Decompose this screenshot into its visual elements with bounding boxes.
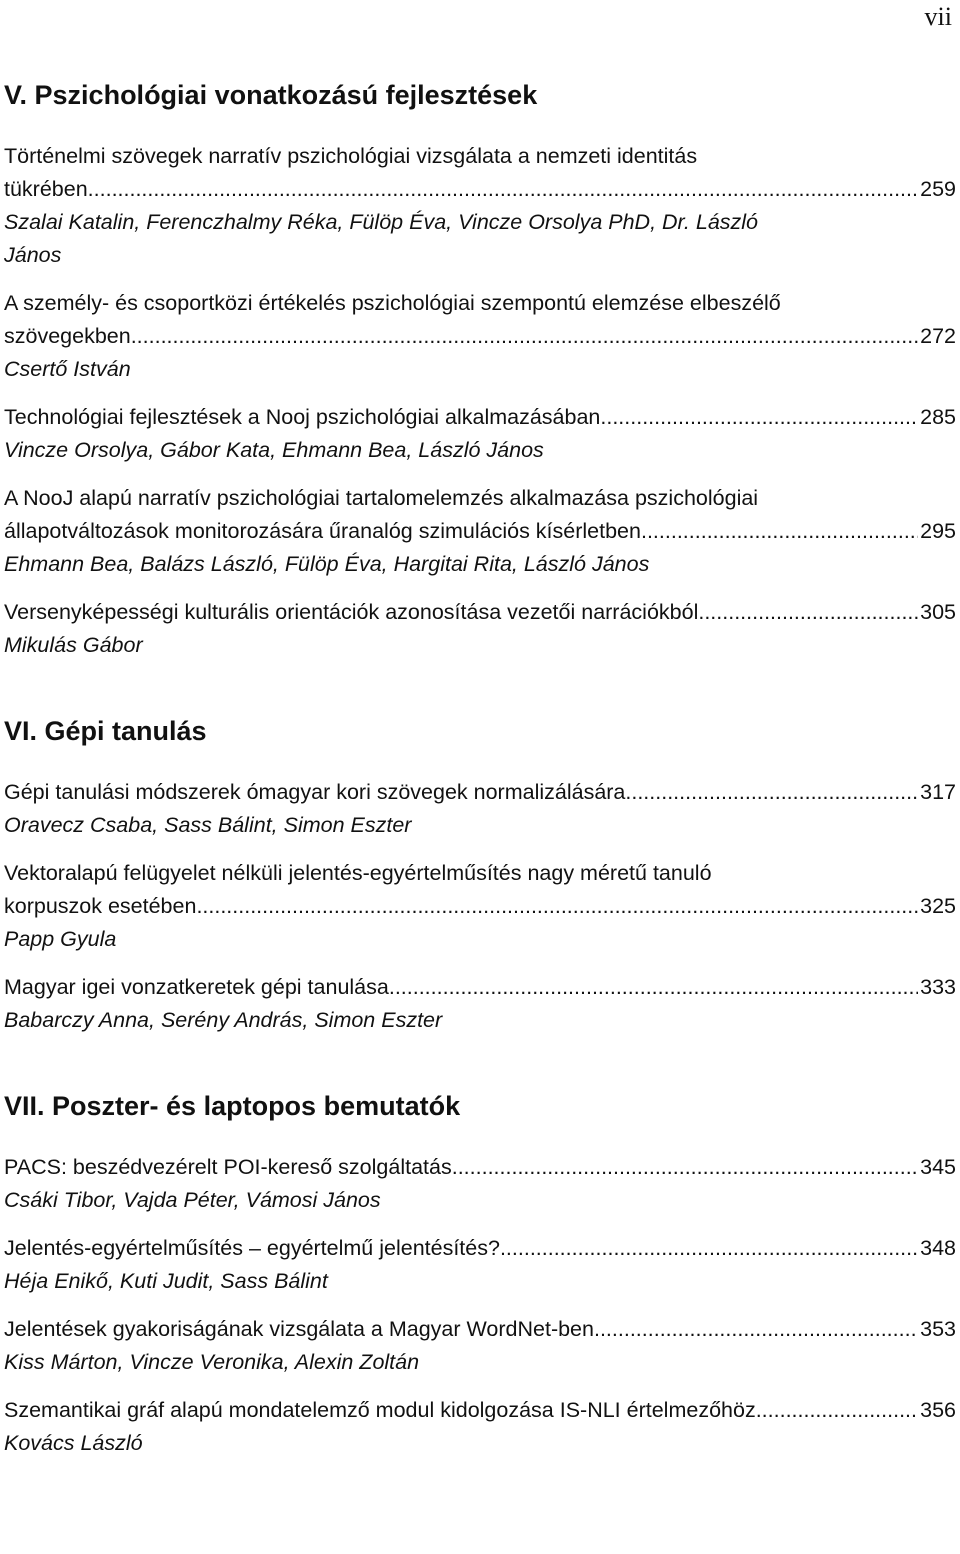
entry-authors: Kovács László [4, 1431, 143, 1455]
entry-page-number: 333 [920, 975, 956, 999]
entry-page-number: 285 [920, 405, 956, 429]
entry-title-text: Jelentés-egyértelműsítés – egyértelmű jelentésítés? [4, 1236, 500, 1260]
toc-entry [4, 1394, 956, 1460]
entry-page-number: 345 [920, 1155, 956, 1179]
entry-title[interactable] [4, 401, 956, 434]
entry-title[interactable] [4, 971, 956, 1004]
dot-leader [452, 1151, 918, 1184]
entry-title[interactable] [4, 1232, 956, 1265]
entry-title[interactable] [4, 1394, 956, 1427]
dot-leader [196, 890, 918, 923]
toc-entry [4, 857, 956, 956]
table-of-contents [4, 78, 956, 1512]
entry-authors: Oravecz Csaba, Sass Bálint, Simon Eszter [4, 813, 412, 837]
entry-title[interactable] [4, 1151, 956, 1184]
entry-authors: Ehmann Bea, Balázs László, Fülöp Éva, Hargitai Rita, László János [4, 552, 650, 576]
entry-title[interactable] [4, 287, 956, 353]
entry-title[interactable] [4, 140, 956, 206]
entry-title-last-line [4, 401, 956, 434]
toc-entry [4, 776, 956, 842]
entry-title-text: állapotváltozások monitorozására űranalóg szimulációs kísérletben [4, 519, 641, 543]
page-number: vii [924, 2, 952, 31]
entry-page-number: 348 [920, 1236, 956, 1260]
toc-section [4, 78, 956, 662]
entry-title[interactable] [4, 1313, 956, 1346]
dot-leader [641, 515, 918, 548]
entry-authors: Héja Enikő, Kuti Judit, Sass Bálint [4, 1269, 328, 1293]
entry-authors-continued: János [4, 243, 62, 267]
section-heading: V. Pszichológiai vonatkozású fejlesztések [4, 80, 538, 110]
entry-authors: Csáki Tibor, Vajda Péter, Vámosi János [4, 1188, 381, 1212]
entry-page-number: 317 [920, 780, 956, 804]
entry-page-number: 325 [920, 894, 956, 918]
entry-title-last-line [4, 890, 956, 923]
section-heading: VI. Gépi tanulás [4, 716, 207, 746]
entry-title-text: tükrében [4, 177, 88, 201]
entry-title-last-line [4, 320, 956, 353]
toc-entry [4, 401, 956, 467]
entry-title-line: A személy- és csoportközi értékelés pszichológiai szempontú elemzése elbeszélő [4, 291, 781, 315]
dot-leader [594, 1313, 918, 1346]
entry-page-number: 259 [920, 177, 956, 201]
entry-title[interactable] [4, 776, 956, 809]
dot-leader [698, 596, 918, 629]
entry-title[interactable] [4, 596, 956, 629]
entry-title[interactable] [4, 857, 956, 923]
dot-leader [625, 776, 918, 809]
entry-title-last-line [4, 1232, 956, 1265]
entry-title-line: Történelmi szövegek narratív pszichológiai vizsgálata a nemzeti identitás [4, 144, 698, 168]
toc-entry [4, 140, 956, 272]
toc-entry [4, 596, 956, 662]
toc-section [4, 1089, 956, 1460]
toc-entry [4, 971, 956, 1037]
entry-authors: Mikulás Gábor [4, 633, 143, 657]
entry-title-last-line [4, 971, 956, 1004]
toc-entry [4, 1151, 956, 1217]
entry-authors: Vincze Orsolya, Gábor Kata, Ehmann Bea, László János [4, 438, 544, 462]
entry-title-last-line [4, 173, 956, 206]
toc-entry [4, 287, 956, 386]
entry-page-number: 353 [920, 1317, 956, 1341]
entry-authors: Csertő István [4, 357, 131, 381]
entry-title-last-line [4, 596, 956, 629]
entry-authors: Kiss Márton, Vincze Veronika, Alexin Zoltán [4, 1350, 420, 1374]
entry-title-text: Technológiai fejlesztések a Nooj pszichológiai alkalmazásában [4, 405, 601, 429]
entry-title-last-line [4, 776, 956, 809]
dot-leader [756, 1394, 918, 1427]
entry-title-text: Jelentések gyakoriságának vizsgálata a Magyar WordNet-ben [4, 1317, 594, 1341]
entry-title-text: Versenyképességi kulturális orientációk azonosítása vezetői narrációkból [4, 600, 699, 624]
entry-title-text: Gépi tanulási módszerek ómagyar kori szövegek normalizálására [4, 780, 626, 804]
entry-page-number: 305 [920, 600, 956, 624]
dot-leader [88, 173, 918, 206]
entry-title-text: korpuszok esetében [4, 894, 197, 918]
entry-authors: Babarczy Anna, Serény András, Simon Eszter [4, 1008, 443, 1032]
dot-leader [500, 1232, 918, 1265]
entry-authors: Papp Gyula [4, 927, 117, 951]
entry-title-last-line [4, 1394, 956, 1427]
entry-title-last-line [4, 515, 956, 548]
toc-section [4, 714, 956, 1037]
entry-title-text: Magyar igei vonzatkeretek gépi tanulása [4, 975, 389, 999]
entry-page-number: 356 [920, 1398, 956, 1422]
toc-entry [4, 1232, 956, 1298]
section-heading: VII. Poszter- és laptopos bemutatók [4, 1091, 461, 1121]
entry-title-line: A NooJ alapú narratív pszichológiai tartalomelemzés alkalmazása pszichológiai [4, 486, 759, 510]
entry-title-last-line [4, 1313, 956, 1346]
entry-title-last-line [4, 1151, 956, 1184]
entry-page-number: 272 [920, 324, 956, 348]
toc-entry [4, 482, 956, 581]
entry-page-number: 295 [920, 519, 956, 543]
dot-leader [389, 971, 918, 1004]
toc-entry [4, 1313, 956, 1379]
dot-leader [600, 401, 918, 434]
dot-leader [131, 320, 918, 353]
entry-authors: Szalai Katalin, Ferenczhalmy Réka, Fülöp Éva, Vincze Orsolya PhD, Dr. László [4, 210, 759, 234]
entry-title-text: PACS: beszédvezérelt POI-kereső szolgáltatás [4, 1155, 452, 1179]
entry-title-text: Szemantikai gráf alapú mondatelemző modul kidolgozása IS-NLI értelmezőhöz [4, 1398, 756, 1422]
entry-title[interactable] [4, 482, 956, 548]
entry-title-line: Vektoralapú felügyelet nélküli jelentés-egyértelműsítés nagy méretű tanuló [4, 861, 712, 885]
entry-title-text: szövegekben [4, 324, 131, 348]
